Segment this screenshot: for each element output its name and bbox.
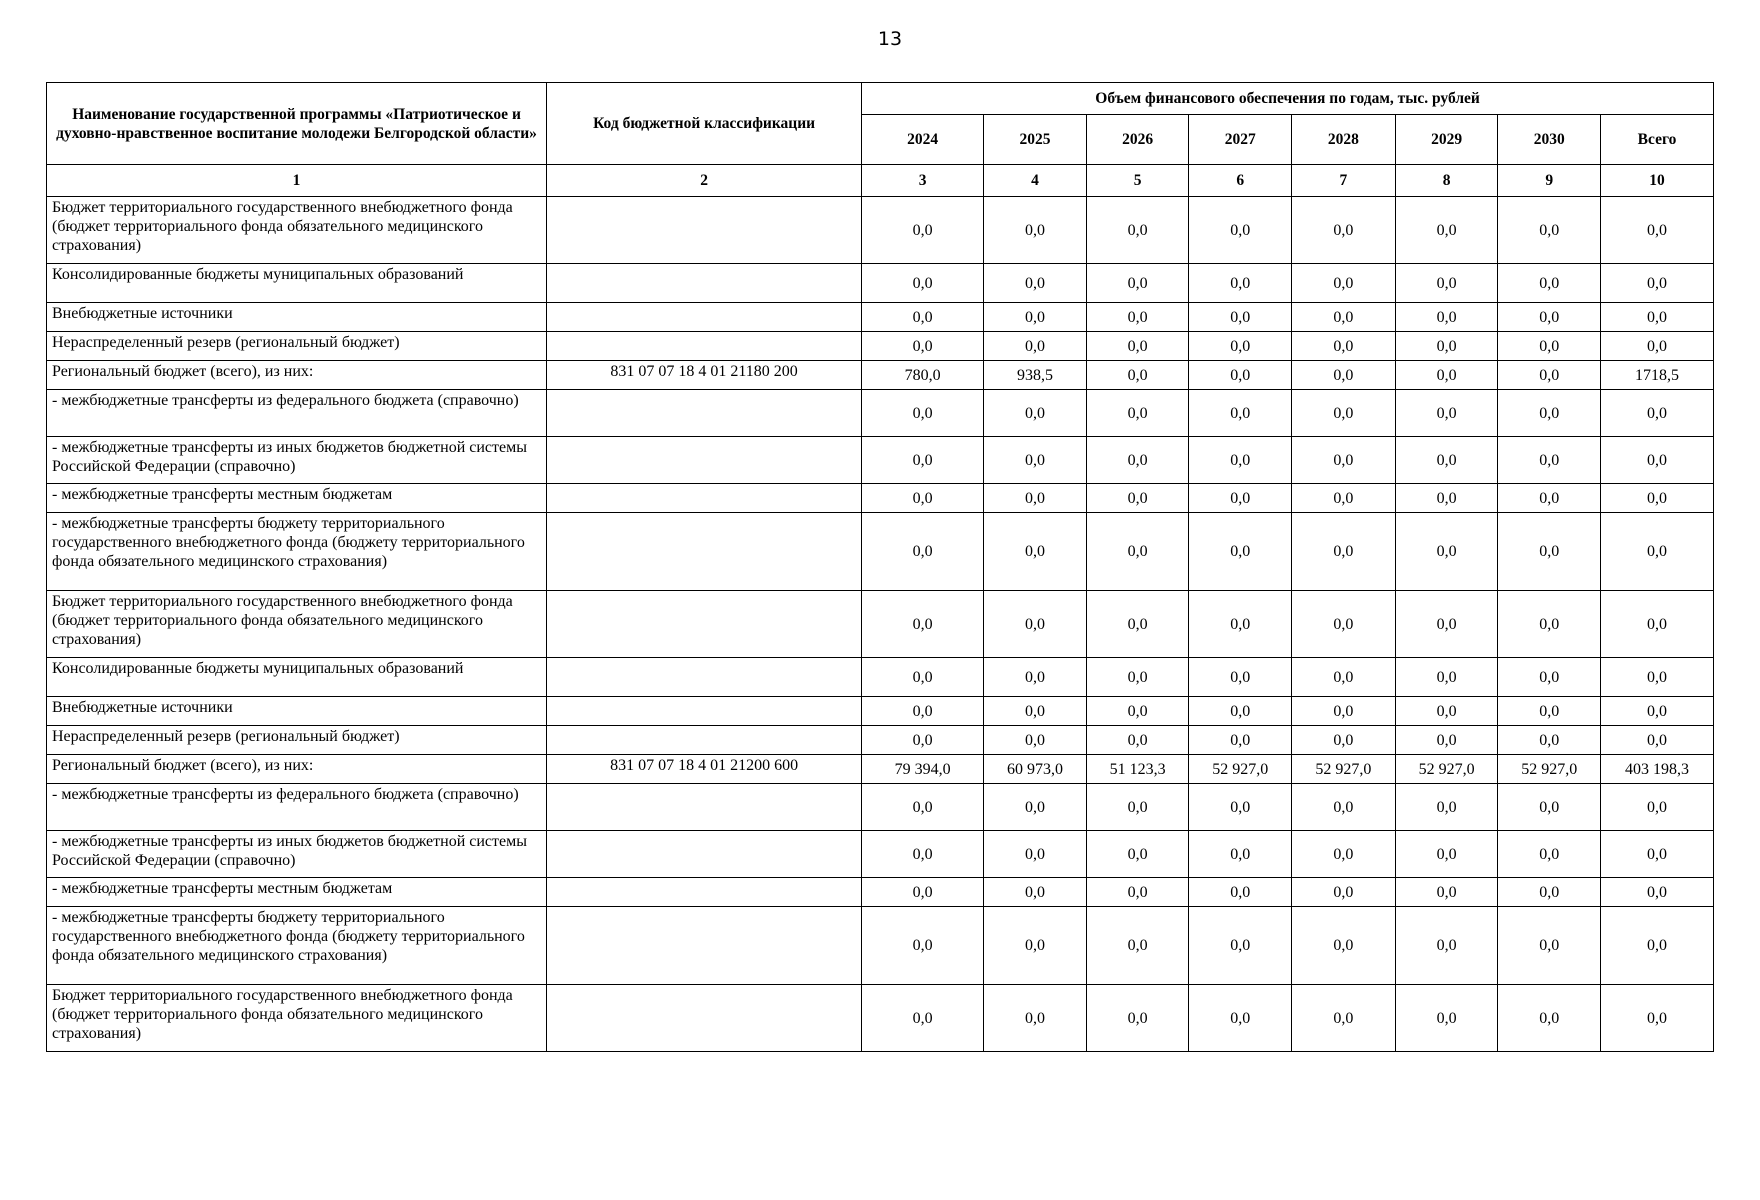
row-value-cell: 0,0 xyxy=(1498,303,1601,332)
row-value-cell: 0,0 xyxy=(1395,697,1498,726)
row-value-cell: 0,0 xyxy=(862,264,984,303)
row-value-cell: 0,0 xyxy=(1498,332,1601,361)
row-value-cell: 0,0 xyxy=(1086,390,1189,437)
column-number: 1 xyxy=(47,165,547,197)
row-value-cell: 0,0 xyxy=(984,697,1087,726)
row-value-cell: 0,0 xyxy=(1189,726,1292,755)
row-total-cell: 0,0 xyxy=(1601,437,1714,484)
row-value-cell: 0,0 xyxy=(1498,264,1601,303)
row-value-cell: 0,0 xyxy=(1395,484,1498,513)
row-total-cell: 0,0 xyxy=(1601,907,1714,985)
row-value-cell: 0,0 xyxy=(1498,658,1601,697)
row-value-cell: 0,0 xyxy=(862,332,984,361)
row-total-cell: 0,0 xyxy=(1601,303,1714,332)
row-value-cell: 0,0 xyxy=(1189,303,1292,332)
row-total-cell: 0,0 xyxy=(1601,697,1714,726)
column-number: 7 xyxy=(1292,165,1396,197)
row-value-cell: 0,0 xyxy=(862,591,984,658)
row-value-cell: 0,0 xyxy=(1292,878,1396,907)
row-value-cell: 0,0 xyxy=(1292,784,1396,831)
row-name-cell: - межбюджетные трансферты местным бюджетам xyxy=(47,484,547,513)
column-number: 9 xyxy=(1498,165,1601,197)
row-value-cell: 0,0 xyxy=(1395,437,1498,484)
row-name-cell: Бюджет территориального государственного внебюджетного фонда (бюджет территориального фонда обязательного медицинского страхования) xyxy=(47,197,547,264)
row-value-cell: 0,0 xyxy=(1395,264,1498,303)
row-name-cell: - межбюджетные трансферты из федерального бюджета (справочно) xyxy=(47,390,547,437)
row-value-cell: 0,0 xyxy=(1189,197,1292,264)
row-value-cell: 0,0 xyxy=(984,907,1087,985)
row-value-cell: 0,0 xyxy=(1086,303,1189,332)
row-value-cell: 0,0 xyxy=(1292,591,1396,658)
row-value-cell: 0,0 xyxy=(984,303,1087,332)
row-value-cell: 0,0 xyxy=(1498,390,1601,437)
row-code-cell xyxy=(547,303,862,332)
row-value-cell: 0,0 xyxy=(862,907,984,985)
row-value-cell: 0,0 xyxy=(1395,591,1498,658)
row-code-cell xyxy=(547,484,862,513)
row-value-cell: 0,0 xyxy=(1292,484,1396,513)
row-code-cell: 831 07 07 18 4 01 21180 200 xyxy=(547,361,862,390)
row-value-cell: 0,0 xyxy=(1292,197,1396,264)
row-value-cell: 0,0 xyxy=(1292,390,1396,437)
row-name-cell: Консолидированные бюджеты муниципальных образований xyxy=(47,264,547,303)
row-value-cell: 0,0 xyxy=(1086,361,1189,390)
table-row xyxy=(47,390,1714,437)
row-value-cell: 0,0 xyxy=(1395,907,1498,985)
row-name-cell: Бюджет территориального государственного внебюджетного фонда (бюджет территориального фонда обязательного медицинского страхования) xyxy=(47,591,547,658)
row-value-cell: 0,0 xyxy=(862,697,984,726)
row-value-cell: 0,0 xyxy=(1189,907,1292,985)
row-total-cell: 0,0 xyxy=(1601,658,1714,697)
row-value-cell: 0,0 xyxy=(1189,658,1292,697)
row-total-cell: 1718,5 xyxy=(1601,361,1714,390)
row-value-cell: 52 927,0 xyxy=(1395,755,1498,784)
row-total-cell: 0,0 xyxy=(1601,878,1714,907)
row-total-cell: 0,0 xyxy=(1601,513,1714,591)
row-value-cell: 79 394,0 xyxy=(862,755,984,784)
table-row xyxy=(47,437,1714,484)
row-value-cell: 0,0 xyxy=(1498,726,1601,755)
row-code-cell xyxy=(547,985,862,1052)
row-value-cell: 0,0 xyxy=(1189,332,1292,361)
column-number: 10 xyxy=(1601,165,1714,197)
table-row xyxy=(47,755,1714,784)
row-value-cell: 0,0 xyxy=(862,303,984,332)
row-name-cell: - межбюджетные трансферты из федерального бюджета (справочно) xyxy=(47,784,547,831)
row-name-cell: Региональный бюджет (всего), из них: xyxy=(47,361,547,390)
row-value-cell: 52 927,0 xyxy=(1189,755,1292,784)
row-value-cell: 52 927,0 xyxy=(1498,755,1601,784)
row-name-cell: - межбюджетные трансферты бюджету территориального государственного внебюджетного фонда (бюджету территориального фонда обязательного медицинского страхования) xyxy=(47,513,547,591)
row-code-cell xyxy=(547,907,862,985)
table-row xyxy=(47,878,1714,907)
row-total-cell: 0,0 xyxy=(1601,390,1714,437)
table-row xyxy=(47,332,1714,361)
header-year-2025: 2025 xyxy=(984,115,1087,165)
row-value-cell: 0,0 xyxy=(1292,332,1396,361)
budget-table xyxy=(46,82,1714,1052)
row-code-cell xyxy=(547,726,862,755)
row-value-cell: 0,0 xyxy=(862,484,984,513)
row-value-cell: 0,0 xyxy=(1395,390,1498,437)
row-value-cell: 0,0 xyxy=(984,484,1087,513)
row-code-cell xyxy=(547,332,862,361)
row-value-cell: 0,0 xyxy=(1086,907,1189,985)
row-value-cell: 0,0 xyxy=(1086,831,1189,878)
row-value-cell: 0,0 xyxy=(1086,658,1189,697)
row-name-cell: - межбюджетные трансферты бюджету территориального государственного внебюджетного фонда (бюджету территориального фонда обязательного медицинского страхования) xyxy=(47,907,547,985)
row-value-cell: 0,0 xyxy=(862,784,984,831)
table-row xyxy=(47,907,1714,985)
row-total-cell: 0,0 xyxy=(1601,332,1714,361)
header-year-2030: 2030 xyxy=(1498,115,1601,165)
row-code-cell xyxy=(547,513,862,591)
row-value-cell: 0,0 xyxy=(862,985,984,1052)
header-name-column: Наименование государственной программы «Патриотическое и духовно-нравственное воспитание молодежи Белгородской области» xyxy=(47,83,547,165)
row-name-cell: Нераспределенный резерв (региональный бюджет) xyxy=(47,726,547,755)
row-name-cell: Бюджет территориального государственного внебюджетного фонда (бюджет территориального фонда обязательного медицинского страхования) xyxy=(47,985,547,1052)
row-value-cell: 0,0 xyxy=(1189,985,1292,1052)
row-value-cell: 0,0 xyxy=(1292,831,1396,878)
row-value-cell: 0,0 xyxy=(1292,697,1396,726)
table-row xyxy=(47,985,1714,1052)
row-value-cell: 0,0 xyxy=(1498,784,1601,831)
row-value-cell: 0,0 xyxy=(1395,831,1498,878)
row-value-cell: 0,0 xyxy=(1395,332,1498,361)
row-value-cell: 0,0 xyxy=(1086,437,1189,484)
row-name-cell: Внебюджетные источники xyxy=(47,697,547,726)
row-value-cell: 0,0 xyxy=(1086,264,1189,303)
row-value-cell: 780,0 xyxy=(862,361,984,390)
column-number: 6 xyxy=(1189,165,1292,197)
row-value-cell: 0,0 xyxy=(862,658,984,697)
row-value-cell: 0,0 xyxy=(862,437,984,484)
table-row xyxy=(47,361,1714,390)
row-value-cell: 0,0 xyxy=(1189,591,1292,658)
header-year-2027: 2027 xyxy=(1189,115,1292,165)
row-value-cell: 0,0 xyxy=(984,985,1087,1052)
row-value-cell: 0,0 xyxy=(1395,197,1498,264)
row-value-cell: 0,0 xyxy=(1086,726,1189,755)
row-value-cell: 0,0 xyxy=(1086,878,1189,907)
row-value-cell: 0,0 xyxy=(1498,513,1601,591)
row-value-cell: 0,0 xyxy=(1189,878,1292,907)
row-value-cell: 0,0 xyxy=(1189,437,1292,484)
header-volume-group: Объем финансового обеспечения по годам, тыс. рублей xyxy=(862,83,1714,115)
row-code-cell xyxy=(547,437,862,484)
column-number: 5 xyxy=(1086,165,1189,197)
row-name-cell: - межбюджетные трансферты из иных бюджетов бюджетной системы Российской Федерации (справочно) xyxy=(47,437,547,484)
row-value-cell: 0,0 xyxy=(1189,831,1292,878)
column-number: 8 xyxy=(1395,165,1498,197)
row-value-cell: 0,0 xyxy=(1498,878,1601,907)
table-row xyxy=(47,697,1714,726)
table-row xyxy=(47,513,1714,591)
row-value-cell: 0,0 xyxy=(862,831,984,878)
header-year-2024: 2024 xyxy=(862,115,984,165)
column-number: 4 xyxy=(984,165,1087,197)
row-value-cell: 0,0 xyxy=(1086,197,1189,264)
page-number: 13 xyxy=(877,28,903,50)
row-value-cell: 0,0 xyxy=(984,831,1087,878)
row-value-cell: 0,0 xyxy=(1086,985,1189,1052)
row-code-cell xyxy=(547,591,862,658)
row-value-cell: 0,0 xyxy=(1395,784,1498,831)
table-row xyxy=(47,658,1714,697)
row-value-cell: 0,0 xyxy=(862,726,984,755)
row-value-cell: 0,0 xyxy=(1189,390,1292,437)
row-value-cell: 0,0 xyxy=(1189,784,1292,831)
row-value-cell: 0,0 xyxy=(1498,437,1601,484)
row-value-cell: 51 123,3 xyxy=(1086,755,1189,784)
row-value-cell: 0,0 xyxy=(1189,513,1292,591)
row-value-cell: 0,0 xyxy=(1086,784,1189,831)
row-value-cell: 0,0 xyxy=(1292,658,1396,697)
row-value-cell: 0,0 xyxy=(984,591,1087,658)
row-value-cell: 0,0 xyxy=(1498,907,1601,985)
table-row xyxy=(47,831,1714,878)
row-value-cell: 0,0 xyxy=(862,390,984,437)
row-value-cell: 0,0 xyxy=(1498,484,1601,513)
row-value-cell: 0,0 xyxy=(1292,907,1396,985)
row-code-cell xyxy=(547,390,862,437)
table-body xyxy=(47,197,1714,1052)
row-value-cell: 0,0 xyxy=(862,513,984,591)
row-name-cell: Региональный бюджет (всего), из них: xyxy=(47,755,547,784)
row-value-cell: 0,0 xyxy=(1498,197,1601,264)
row-value-cell: 0,0 xyxy=(1086,513,1189,591)
row-value-cell: 0,0 xyxy=(1395,513,1498,591)
row-code-cell: 831 07 07 18 4 01 21200 600 xyxy=(547,755,862,784)
table-row xyxy=(47,484,1714,513)
row-value-cell: 60 973,0 xyxy=(984,755,1087,784)
row-code-cell xyxy=(547,658,862,697)
row-value-cell: 0,0 xyxy=(1086,332,1189,361)
table-row xyxy=(47,591,1714,658)
row-value-cell: 0,0 xyxy=(1395,878,1498,907)
row-total-cell: 0,0 xyxy=(1601,831,1714,878)
row-value-cell: 0,0 xyxy=(1292,985,1396,1052)
row-code-cell xyxy=(547,197,862,264)
row-name-cell: Внебюджетные источники xyxy=(47,303,547,332)
row-value-cell: 0,0 xyxy=(1395,985,1498,1052)
table-row xyxy=(47,197,1714,264)
row-value-cell: 0,0 xyxy=(984,264,1087,303)
row-value-cell: 0,0 xyxy=(1189,484,1292,513)
row-code-cell xyxy=(547,878,862,907)
row-name-cell: Нераспределенный резерв (региональный бюджет) xyxy=(47,332,547,361)
row-value-cell: 0,0 xyxy=(1292,264,1396,303)
row-value-cell: 0,0 xyxy=(1189,361,1292,390)
header-code-column: Код бюджетной классификации xyxy=(547,83,862,165)
column-number: 3 xyxy=(862,165,984,197)
row-value-cell: 0,0 xyxy=(1086,697,1189,726)
row-value-cell: 0,0 xyxy=(984,784,1087,831)
row-value-cell: 0,0 xyxy=(984,332,1087,361)
row-value-cell: 0,0 xyxy=(984,513,1087,591)
table-row xyxy=(47,726,1714,755)
row-total-cell: 0,0 xyxy=(1601,726,1714,755)
row-value-cell: 0,0 xyxy=(984,390,1087,437)
header-year-2029: 2029 xyxy=(1395,115,1498,165)
row-value-cell: 0,0 xyxy=(1498,361,1601,390)
row-value-cell: 0,0 xyxy=(1498,831,1601,878)
row-value-cell: 0,0 xyxy=(1292,361,1396,390)
row-name-cell: Консолидированные бюджеты муниципальных образований xyxy=(47,658,547,697)
row-code-cell xyxy=(547,784,862,831)
row-value-cell: 0,0 xyxy=(984,726,1087,755)
row-value-cell: 0,0 xyxy=(1292,303,1396,332)
table-row xyxy=(47,303,1714,332)
row-code-cell xyxy=(547,264,862,303)
table-row xyxy=(47,784,1714,831)
row-value-cell: 0,0 xyxy=(1189,264,1292,303)
row-value-cell: 0,0 xyxy=(1292,726,1396,755)
table-header xyxy=(47,83,1714,197)
row-value-cell: 938,5 xyxy=(984,361,1087,390)
row-total-cell: 403 198,3 xyxy=(1601,755,1714,784)
table-row xyxy=(47,264,1714,303)
row-value-cell: 0,0 xyxy=(1292,513,1396,591)
row-value-cell: 0,0 xyxy=(984,197,1087,264)
row-value-cell: 0,0 xyxy=(984,658,1087,697)
row-value-cell: 0,0 xyxy=(1395,361,1498,390)
row-value-cell: 0,0 xyxy=(1498,697,1601,726)
row-name-cell: - межбюджетные трансферты местным бюджетам xyxy=(47,878,547,907)
row-code-cell xyxy=(547,831,862,878)
row-total-cell: 0,0 xyxy=(1601,591,1714,658)
row-value-cell: 0,0 xyxy=(1086,591,1189,658)
row-total-cell: 0,0 xyxy=(1601,264,1714,303)
column-number: 2 xyxy=(547,165,862,197)
row-value-cell: 0,0 xyxy=(1395,303,1498,332)
row-total-cell: 0,0 xyxy=(1601,784,1714,831)
row-value-cell: 52 927,0 xyxy=(1292,755,1396,784)
row-value-cell: 0,0 xyxy=(862,197,984,264)
row-total-cell: 0,0 xyxy=(1601,197,1714,264)
row-value-cell: 0,0 xyxy=(1189,697,1292,726)
row-value-cell: 0,0 xyxy=(1086,484,1189,513)
row-value-cell: 0,0 xyxy=(984,878,1087,907)
header-year-2028: 2028 xyxy=(1292,115,1396,165)
header-total: Всего xyxy=(1601,115,1714,165)
row-value-cell: 0,0 xyxy=(984,437,1087,484)
row-value-cell: 0,0 xyxy=(1395,726,1498,755)
row-value-cell: 0,0 xyxy=(1498,591,1601,658)
row-total-cell: 0,0 xyxy=(1601,985,1714,1052)
row-value-cell: 0,0 xyxy=(862,878,984,907)
row-value-cell: 0,0 xyxy=(1498,985,1601,1052)
row-value-cell: 0,0 xyxy=(1395,658,1498,697)
row-total-cell: 0,0 xyxy=(1601,484,1714,513)
row-name-cell: - межбюджетные трансферты из иных бюджетов бюджетной системы Российской Федерации (справочно) xyxy=(47,831,547,878)
row-value-cell: 0,0 xyxy=(1292,437,1396,484)
row-code-cell xyxy=(547,697,862,726)
header-year-2026: 2026 xyxy=(1086,115,1189,165)
